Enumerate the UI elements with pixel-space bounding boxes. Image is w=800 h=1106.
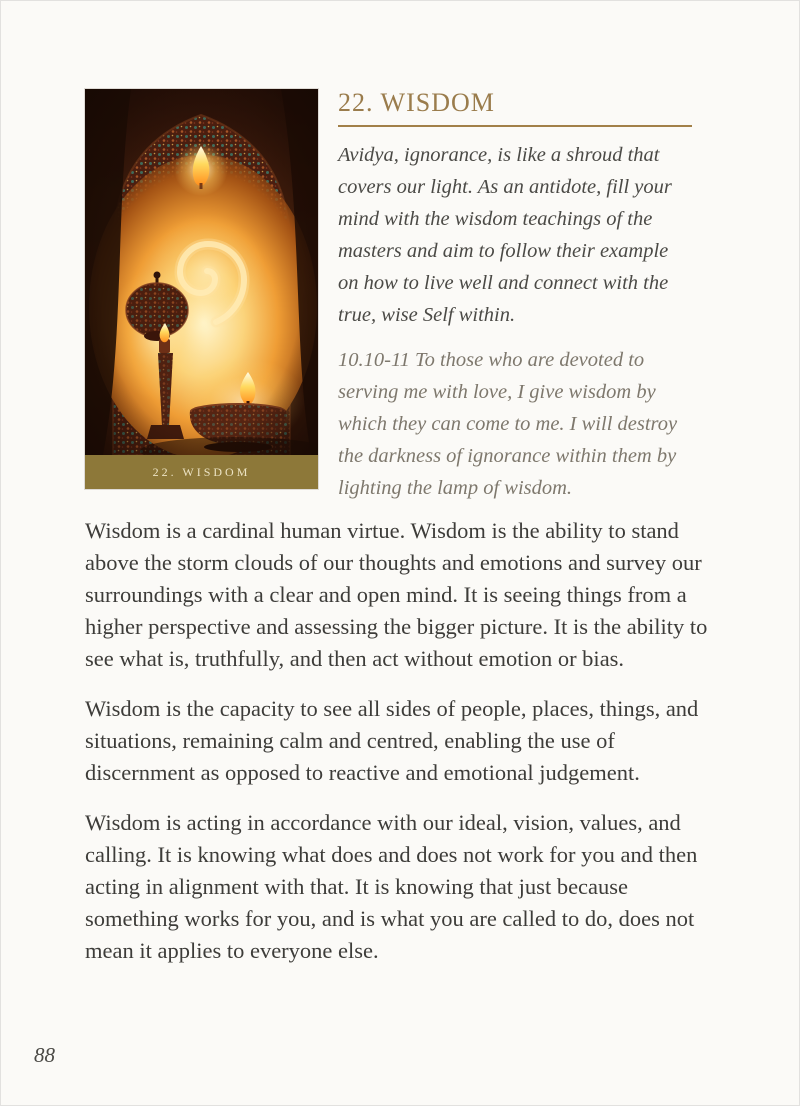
body-paragraph: Wisdom is acting in accordance with our ideal, vision, values, and calling. It is knowing what does and does not work for you and then acting in alignment with that. It is knowing that just because something works for you, and is what you are called to do, does not mean it applies to everyone else. — [85, 810, 698, 963]
body-text — [85, 515, 715, 967]
wisdom-card-illustration — [85, 89, 318, 455]
page-title: 22. WISDOM — [338, 88, 495, 117]
card-caption: 22. WISDOM — [152, 464, 251, 479]
wisdom-card — [85, 89, 318, 489]
card-caption-band — [85, 455, 318, 489]
card-art-svg — [85, 89, 318, 455]
section-header-column — [338, 89, 692, 504]
title-divider — [338, 125, 692, 127]
intro-paragraph: Avidya, ignorance, is like a shroud that covers our light. As an antidote, fill your mind with the wisdom teachings of the masters and aim to follow their example on how to live well and connect with the true, wise Self within. — [338, 144, 672, 327]
verse-paragraph: 10.10-11 To those who are devoted to serving me with love, I give wisdom by which they can come to me. I will destroy the darkness of ignorance within them by lighting the lamp of wisdom. — [338, 349, 678, 500]
curtain-shadows — [85, 89, 318, 455]
body-paragraph: Wisdom is the capacity to see all sides of people, places, things, and situations, remaining calm and centred, enabling the use of discernment as opposed to reactive and emotional judgement. — [85, 696, 699, 785]
body-paragraph: Wisdom is a cardinal human virtue. Wisdom is the ability to stand above the storm clouds of our thoughts and emotions and survey our surroundings with a clear and open mind. It is seeing things from a higher perspective and assessing the bigger picture. It is the ability to see what is, truthfully, and then act without emotion or bias. — [85, 518, 708, 671]
page-number: 88 — [34, 1043, 55, 1067]
